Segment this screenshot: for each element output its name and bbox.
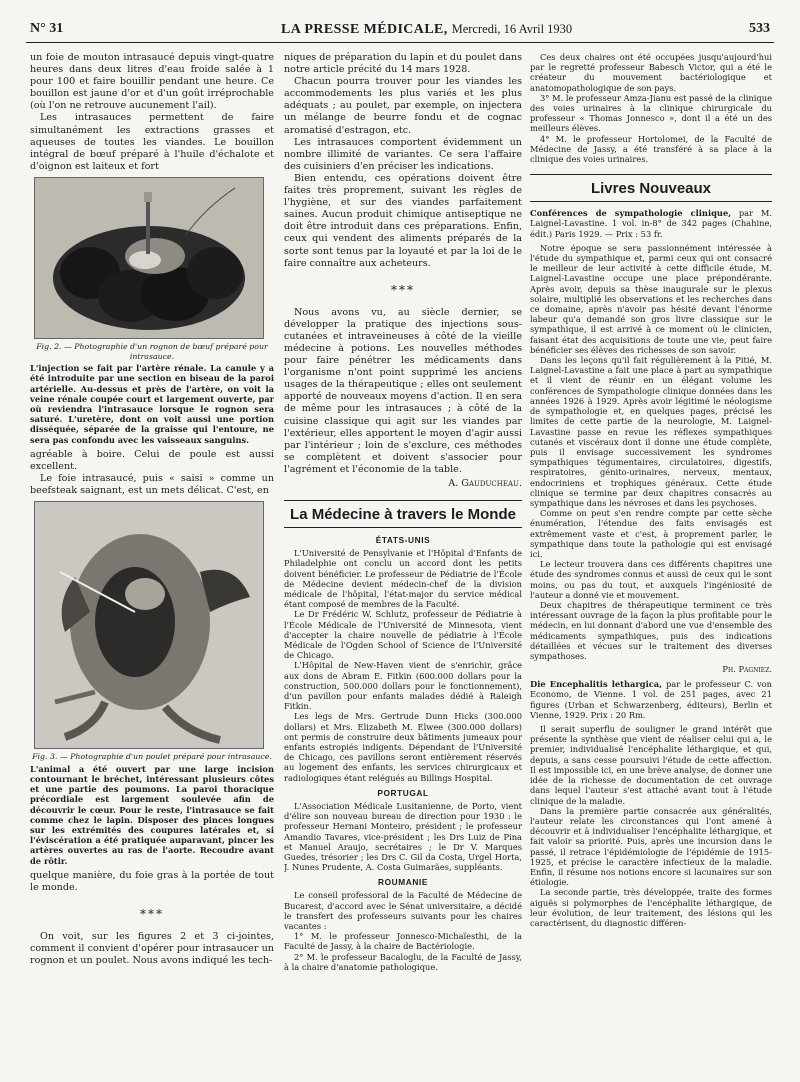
section-title: La Médecine à travers le Monde [290, 506, 516, 524]
paragraph: un foie de mouton intrasaucé depuis vingt-quatre heures dans deux litres d'eau froide salée à 1 pour 100 et faire bouillir pendant une heure. Ce bouillon est jaune d'or et d'un goût irréprochable (où l'on ne retrouve aucunement l'ail). [30, 52, 274, 112]
paragraph: quelque manière, du foie gras à la portée de tout le monde. [30, 869, 274, 893]
country-heading: ROUMANIE [378, 877, 428, 888]
book-reference [530, 208, 772, 239]
book-title: Conférences de sympathologie clinique, [530, 208, 732, 219]
country-heading: ÉTATS-UNIS [375, 535, 431, 546]
news-paragraph: Les legs de Mrs. Gertrude Dunn Hicks (300.000 dollars) et Mrs. Elizabeth M. Elwee (300.000 dollars) ont permis de construire deux bâtiments jumeaux pour enfants estropiés indigents. Dépendant de l'Université de Chicago, ces pavillons seront entièrement réservés au logement des enfants, les services chirurgicaux et radiologiques étant relégués au Billings Hospital. [284, 711, 522, 783]
issue-date: Mercredi, 16 Avril 1930 [451, 22, 573, 36]
section-heading-box [530, 174, 772, 202]
country-heading: PORTUGAL [377, 787, 429, 798]
review-paragraph: La seconde partie, très développée, traite des formes aiguës si polymorphes de l'encéphalite léthargique, de leur évolution, de leur traitement, des lésions qui les caractérisent, du diagnostic différen- [530, 887, 772, 928]
review-paragraph: Comme on peut s'en rendre compte par cette sèche énumération, l'étendue des faits envisagés est extrêmement vaste et c'est, à proprement parler, le sympathique dans toute la pathologie qui est envisagé ici. [530, 508, 772, 559]
column-2 [284, 52, 522, 1072]
news-paragraph: Ces deux chaires ont été occupées jusqu'aujourd'hui par le regretté professeur Babesch Victor, qui a été le créateur du mouvement bactériologique et anatomopathologique de son pays. [530, 52, 772, 93]
news-paragraph: Le conseil professoral de la Faculté de Médecine de Bucarest, d'accord avec le Sénat universitaire, a décidé le transfert des professeurs suivants pour les chaires vacantes : [284, 890, 522, 932]
review-paragraph: Dans les leçons qu'il fait régulièrement à la Pitié, M. Laignel-Lavastine a fait une place à part au sympathique et il vient de réunir en un élégant volume les conférences de Sympathologie clinique données dans les années 1926 à 1929. Après avoir légitimé le néologisme de sympathologie et, en quelques pages, précisé les limites de cette partie de la neurologie, M. Laignel-Lavastine passe en revue les réflexes sympathiques cutanés et viscéraux dont il donne une étude complète, puis il envisage successivement les syndromes sympathiques tégumentaires, circulatoires, digestifs, respiratoires, génito-urinaires, nerveux, mentaux, endocriniens et trophiques généraux. Cette étude clinique se termine par deux chapitres consacrés au sympathique dans les névroses et dans les psychoses. [530, 355, 772, 508]
news-paragraph: L'Hôpital de New-Haven vient de s'enrichir, grâce aux dons de Abram E. Fitkin (600.000 dollars pour la construction, 500.000 dollars pour le fonctionnement), d'un pavillon pour enfants malades dédié à Raleigh Fitkin. [284, 660, 522, 712]
news-paragraph: 1° M. le professeur Jonnesco-Michaïesthi, de la Faculté de Jassy, à la chaire de Bactériologie. [284, 931, 522, 952]
chicken-illustration [35, 502, 263, 748]
kidney-photo [34, 177, 264, 339]
book-details: par le professeur C. von Economo, de Vienne. 1 vol. de 251 pages, avec 21 figures (Urban et Schwarzenberg, éditeurs), Berlin et Vienne, 1929. Prix : 20 Rm. [530, 679, 772, 720]
kidney-illustration [35, 178, 263, 338]
review-paragraph: Dans la première partie consacrée aux généralités, l'auteur relate les circonstances qui l'ont amené à découvrir et à individualiser l'encéphalite léthargique, et fait valoir sa priorité. Puis, après une incursion dans le passé, il retrace l'épidémiologie de l'épidémie de 1915-1925, et précise le caractère infectieux de la maladie. Enfin, il résume nos notions encore si lacunaires sur son étiologie. [530, 805, 772, 888]
column-3 [530, 52, 772, 1072]
review-paragraph: Notre époque se sera passionnément intéressée à l'étude du sympathique et, parmi ceux qui ont consacré le meilleur de leur activité à cette difficile étude, M. Laignel-Lavastine occupe une place prépondérante. Après avoir, depuis sa thèse inaugurale sur le plexus solaire, multiplié les observations et les recherches dans ce domaine, après n'avoir pas hésité devant l'énorme labeur qu'a demandé son gros livre classique sur le sympathique, il est arrivé à ce moment où le clinicien, faisant état des acquisitions de toute une vie, peut faire bénéficier ses élèves des richesses de son savoir. [530, 242, 772, 355]
review-paragraph: Le lecteur trouvera dans ces différents chapitres une étude des syndromes connus et aussi de ceux qui le sont moins, ou pas du tout, et auxquels l'ingéniosité de l'auteur a donné vie et mouvement. [530, 559, 772, 600]
news-paragraph: 4° M. le professeur Hortolomei, de la Faculté de Médecine de Jassy, a été transféré à sa place à la clinique des voies urinaires. [530, 133, 772, 165]
news-paragraph: 2° M. le professeur Bacaloglu, de la Faculté de Jassy, à la chaire d'anatomie pathologique. [284, 951, 522, 972]
chicken-photo [34, 501, 264, 749]
review-paragraph: Il serait superflu de souligner le grand intérêt que présente la synthèse que vient de réaliser celui qui a, le premier, individualisé l'encéphalite léthargique, et qui, depuis, a sans cesse poursuivi l'étude de cette affection. Il est impossible ici, en une brève analyse, de donner une idée de la richesse de documentation de cet ouvrage dans lequel l'auteur s'est attaché avant tout à l'étude clinique de la maladie. [530, 724, 772, 806]
journal-title [281, 23, 572, 36]
news-paragraph: L'Association Médicale Lusitanienne, de Porto, vient d'élire son nouveau bureau de direction pour 1930 : le professeur Hernani Monteiro, président ; le professeur Amandio Tavares, vice-président ; les Drs Luiz de Pina et Manuel Araujo, secrétaires ; le Dr V. Marques Guedes, trésorier ; les Drs C. Gil da Costa, Urgel Horta, J. Nunes Prudente, A. Costa Guimarães, suppléants. [284, 800, 522, 873]
section-separator: *** [391, 282, 415, 297]
paragraph: Nous avons vu, au siècle dernier, se développer la pratique des injections sous-cutanées et intraveineuses à côté de la vieille médecine à potions. Les nouvelles méthodes pour faire pénétrer les médicaments dans l'organisme n'ont point supprimé les anciens usages de la thérapeutique ; elles ont seulement apporté de nouveaux moyens d'action. Il en sera de même pour les intrasauces ; à côté de la cuisine classique qui agit sur les viandes par l'extérieur, elles apportent le moyen d'agir aussi par l'intérieur ; loin de s'exclure, ces méthodes se complètent et doivent s'associer pour l'agrément et l'économie de la table. [284, 306, 522, 475]
news-paragraph: L'Université de Pensylvanie et l'Hôpital d'Enfants de Philadelphie ont conclu un accord dont les petits doivent bénéficier. Le professeur de Pédiatrie de l'École de Médecine devient médecin-chef de la division médicale de l'hôpital, l'état-major du service médical étant composé de membres de la Faculté. [284, 548, 522, 610]
book-reference [530, 679, 772, 720]
paragraph: On voit, sur les figures 2 et 3 ci-jointes, comment il convient d'opérer pour intrasaucer un rognon et un poulet. Nous avons indiqué les tech- [30, 930, 274, 967]
column-1 [30, 52, 274, 1072]
paragraph: Chacun pourra trouver pour les viandes les accommodements les plus variés et les plus adéquats ; au poulet, par exemple, on injectera un mélange de beurre fondu et de cognac aromatisé d'estragon, etc. [284, 76, 522, 136]
paragraph: Les intrasauces permettent de faire simultanément les extractions grasses et aqueuses de toutes les viandes. Le bouillon intégral de bœuf préparé à l'huile d'échalote et d'oignon est laiteux et fort [30, 112, 274, 172]
figure-3-caption: Fig. 3. — Photographie d'un poulet préparé pour intrasauce. [32, 752, 272, 762]
paragraph: Le foie intrasaucé, puis « saisi » comme un beefsteak saignant, est un mets délicat. C'est, en [30, 472, 274, 497]
section-title: Livres Nouveaux [590, 180, 712, 198]
journal-name: LA PRESSE MÉDICALE, [281, 22, 448, 37]
article-signature: A. Gauducheau. [448, 478, 522, 489]
figure-3-legend: L'animal a été ouvert par une large incision contournant le bréchet, intéressant plusieurs côtes et une partie des poumons. La paroi thoracique précordiale est largement soulevée afin de découvrir le cœur. Pour le reste, l'intrasauce se fait comme chez le lapin. Disposer des pinces longues sur les extrémités des coupures latérales et, si l'éviscération a été pratiquée auparavant, pincer les artères ouvertes au ras de l'aorte. Recoudre avant de rôtir. [30, 763, 274, 866]
news-paragraph: 3° M. le professeur Amza-Jianu est passé de la clinique des voies urinaires à la clinique chirurgicale du professeur « Thomas Jonnesco », dont il a été un des meilleurs élèves. [530, 92, 772, 134]
section-heading-box [284, 500, 522, 528]
page-number: 533 [749, 21, 770, 36]
book-title: Die Encephalitis lethargica, [530, 679, 663, 690]
section-separator: *** [140, 906, 164, 921]
paragraph: Bien entendu, ces opérations doivent être faites très proprement, suivant les règles de l'hygiène, et sur des viandes parfaitement saines. Aucun produit chimique antiseptique ne doit être introduit dans ces préparations. Enfin, ceux qui vendent des aliments préparés de la sorte sont tenus par la loyauté et par la loi de le faire connaître aux acheteurs. [284, 172, 522, 269]
figure-2-caption: Fig. 2. — Photographie d'un rognon de bœuf préparé pour intrasauce. [36, 341, 268, 361]
review-signature: Ph. Pagniez. [722, 664, 772, 675]
book-details: par M. Laignel-Lavastine. 1 vol. in-8° de 342 pages (Chahine, édit.) Paris 1929. — Prix : 53 fr. [530, 208, 772, 239]
paragraph: Les intrasauces comportent évidemment un nombre illimité de variantes. Ce sera l'affaire des cuisiniers d'en préciser les indications. [284, 136, 522, 172]
issue-number: N° 31 [30, 21, 64, 36]
paragraph: agréable à boire. Celui de poule est aussi excellent. [30, 448, 274, 472]
paragraph: niques de préparation du lapin et du poulet dans notre article précité du 14 mars 1928. [284, 52, 522, 76]
news-paragraph: Le Dr Frédéric W. Schlutz, professeur de Pédiatrie à l'École Médicale de l'Université de Minnesota, vient d'accepter la chaire nouvelle de pédiatrie à l'École Médicale de l'Ogden School of Science de l'Université de Chicago. [284, 609, 522, 661]
review-paragraph: Deux chapitres de thérapeutique terminent ce très intéressant ouvrage de la façon la plus profitable pour le médecin, en lui donnant d'abord une vue d'ensemble des médicaments sympathiques, puis des indications détaillées et vécues sur le traitement des diverses sympathoses. [530, 599, 772, 661]
page-header [26, 22, 774, 43]
figure-2-legend: L'injection se fait par l'artère rénale. La canule y a été introduite par une section en biseau de la paroi artérielle. Au-dessus et près de l'artère, on voit la veine rénale coupée court et largement ouverte, par où reviendra l'intrasauce lorsque le rognon sera saturé. L'uretère, dont on voit aussi une portion disséquée, séparée de la graisse qui l'entoure, ne sera pas confondu avec les vaisseaux sanguins. [30, 363, 274, 445]
